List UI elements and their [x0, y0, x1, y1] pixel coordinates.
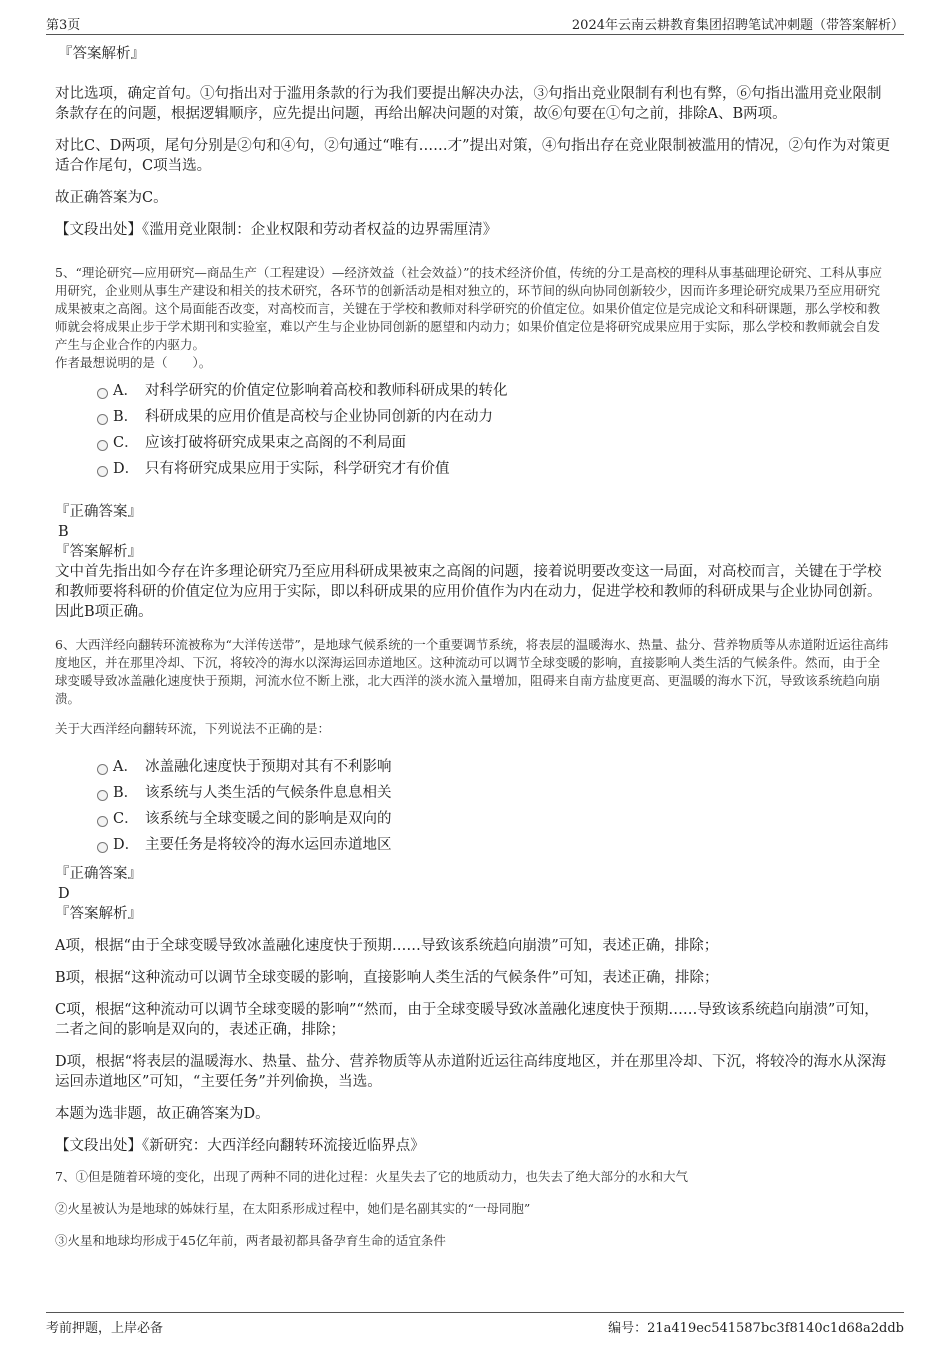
q6-analysis-label: 『答案解析』 [55, 906, 142, 922]
q5-option-d[interactable]: D． 只有将研究成果应用于实际，科学研究才有价值 [55, 456, 892, 482]
document-title: 2024年云南云耕教育集团招聘笔试冲刺题（带答案解析） [571, 18, 904, 33]
radio-icon[interactable] [97, 764, 108, 775]
radio-icon[interactable] [97, 440, 108, 451]
radio-icon[interactable] [97, 816, 108, 827]
page-number: 第3页 [46, 18, 81, 33]
q6-option-b[interactable]: B． 该系统与人类生活的气候条件息息相关 [55, 780, 892, 806]
q5-analysis-label: 『答案解析』 [55, 544, 142, 560]
q4-analysis-p1: 对比选项，确定首句。①句指出对于滥用条款的行为我们要提出解决办法，③句指出竞业限制有利也有弊，⑥句指出滥用竞业限制条款存在的问题，根据逻辑顺序，应先提出问题，再给出解决问题的对策，故⑥句要在①句之前，排除A、B两项。 [55, 86, 882, 122]
q4-source: 【文段出处】《滥用竞业限制：企业权限和劳动者权益的边界需厘清》 [55, 222, 498, 238]
q5-passage: 5、“理论研究—应用研究—商品生产（工程建设）—经济效益（社会效益）”的技术经济价值，传统的分工是高校的理科从事基础理论研究、工科从事应用研究，企业则从事生产建设和相关的技术研究，各环节的创新活动是相对独立的，环节间的纵向协同创新较少，因而许多理论研究成果乃至应用研究成果被束之高阁。这个局面能否改变，对高校而言，关键在于学校和教师对科学研究的价值定位。如果价值定位是完成论文和科研课题，那么学校和教师就会将成果止步于学术期刊和实验室，难以产生与企业协同创新的愿望和内动力；如果价值定位是将研究成果应用于实际，那么学校和教师就会自发产生与企业合作的内驱力。 [55, 265, 882, 352]
radio-icon[interactable] [97, 790, 108, 801]
q5-answer-label: 『正确答案』 [55, 504, 142, 520]
q7-sentence-1: 7、①但是随着环境的变化，出现了两种不同的进化过程：火星失去了它的地质动力，也失去了绝大部分的水和大气 [55, 1169, 688, 1184]
radio-icon[interactable] [97, 388, 108, 399]
q5-analysis: 文中首先指出如今存在许多理论研究乃至应用科研成果被束之高阁的问题，接着说明要改变这一局面，对高校而言，关键在于学校和教师要将科研的价值定位为应用于实际，即以科研成果的应用价值作为内在动力，促进学校和教师的科研成果与企业协同创新。因此B项正确。 [55, 564, 882, 620]
q5-option-a[interactable]: A． 对科学研究的价值定位影响着高校和教师科研成果的转化 [55, 378, 892, 404]
q6-analysis-b: B项，根据“这种流动可以调节全球变暖的影响，直接影响人类生活的气候条件”可知，表述正确，排除； [55, 970, 719, 986]
q4-analysis-p2: 对比C、D两项，尾句分别是②句和④句，②句通过“唯有……才”提出对策，④句指出存在竞业限制被滥用的情况，②句作为对策更适合作尾句，C项当选。 [55, 138, 891, 174]
q6-analysis-a: A项，根据“由于全球变暖导致冰盖融化速度快于预期……导致该系统趋向崩溃”可知，表述正确，排除； [55, 938, 719, 954]
q4-conclusion: 故正确答案为C。 [55, 190, 168, 206]
radio-icon[interactable] [97, 414, 108, 425]
q6-answer-label: 『正确答案』 [55, 866, 142, 882]
q6-option-d[interactable]: D． 主要任务是将较冷的海水运回赤道地区 [55, 832, 892, 858]
document-body [55, 44, 892, 1250]
q5-question: 作者最想说明的是（ ）。 [55, 355, 212, 370]
q4-analysis-label: 『答案解析』 [58, 46, 145, 62]
radio-icon[interactable] [97, 466, 108, 477]
q6-option-a[interactable]: A． 冰盖融化速度快于预期对其有不利影响 [55, 754, 892, 780]
q6-source: 【文段出处】《新研究：大西洋经向翻转环流接近临界点》 [55, 1138, 425, 1154]
q6-option-c[interactable]: C． 该系统与全球变暖之间的影响是双向的 [55, 806, 892, 832]
q6-analysis-c: C项，根据“这种流动可以调节全球变暖的影响”“然而，由于全球变暖导致冰盖融化速度快于预期……导致该系统趋向崩溃”可知，二者之间的影响是双向的，表述正确，排除； [55, 1002, 879, 1038]
q6-conclusion: 本题为选非题，故正确答案为D。 [55, 1106, 270, 1122]
q5-option-b[interactable]: B． 科研成果的应用价值是高校与企业协同创新的内在动力 [55, 404, 892, 430]
q6-answer: D [58, 886, 70, 902]
q7-sentence-2: ②火星被认为是地球的姊妹行星，在太阳系形成过程中，她们是名副其实的“一母同胞” [55, 1201, 531, 1216]
footer-slogan: 考前押题，上岸必备 [46, 1321, 164, 1336]
q5-answer: B [58, 524, 69, 540]
page-header [46, 12, 904, 35]
q6-passage: 6、大西洋经向翻转环流被称为“大洋传送带”，是地球气候系统的一个重要调节系统，将表层的温暖海水、热量、盐分、营养物质等从赤道附近运往高纬度地区，并在那里冷却、下沉，将较冷的海水以深海运回赤道地区。这种流动可以调节全球变暖的影响，直接影响人类生活的气候条件。然而，由于全球变暖导致冰盖融化速度快于预期，河流水位不断上涨，北大西洋的淡水流入量增加，阻碍来自南方盐度更高、更温暖的海水下沉，导致该系统趋向崩溃。 [55, 637, 889, 706]
radio-icon[interactable] [97, 842, 108, 853]
page-footer [46, 1312, 904, 1335]
q6-analysis-d: D项，根据“将表层的温暖海水、热量、盐分、营养物质等从赤道附近运往高纬度地区，并在那里冷却、下沉，将较冷的海水从深海运回赤道地区”可知，“主要任务”并列偷换，当选。 [55, 1054, 887, 1090]
q7-sentence-3: ③火星和地球均形成于45亿年前，两者最初都具备孕育生命的适宜条件 [55, 1233, 446, 1248]
document-id: 编号：21a419ec541587bc3f8140c1d68a2ddb [608, 1321, 904, 1336]
q6-question: 关于大西洋经向翻转环流，下列说法不正确的是： [55, 721, 331, 736]
q5-options [55, 378, 892, 482]
q6-options [55, 754, 892, 858]
q5-option-c[interactable]: C． 应该打破将研究成果束之高阁的不利局面 [55, 430, 892, 456]
